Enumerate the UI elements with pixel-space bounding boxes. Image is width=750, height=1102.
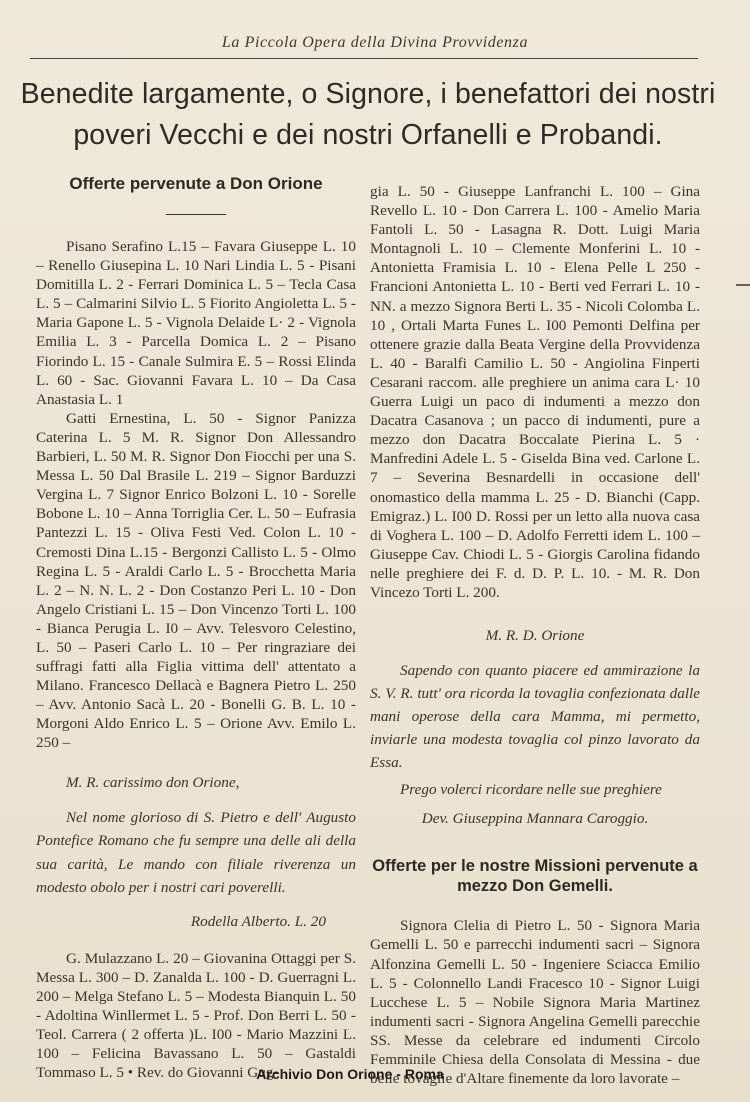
running-header: La Piccola Opera della Divina Provvidenza [221, 34, 529, 51]
left-column [36, 174, 356, 1082]
letter2-closing: Prego volerci ricordare nelle sue preghiere [400, 781, 662, 799]
page-title-line-1: Benedite largamente, o Signore, i benefattori dei nostri [20, 78, 716, 110]
donations-paragraph-2: Gatti Ernestina, L. 50 - Signor Panizza Caterina L. 5 M. R. Signor Don Allessandro Barbieri, L. 50 M. R. Signor Don Fiocchi per una S. Messa L. 50 Dal Brasile L. 219 – Signor Barduzzi Vergina L. 7 Signor Enrico Bolzoni L. 10 - Sorelle Bobone L. 10 – Anna Torriglia Cer. L. 50 – Eufrasia Pantezzi L. 15 - Oliva Festi Ved. Colon L. 10 - Cremosti Dina L.15 - Bergonzi Callisto L. 5 - Olmo Regina L. 5 - Araldi Carlo L. 5 - Brocchetta Maria L. 2 – N. N. L. 2 - Don Costanzo Peri L. 10 - Don Angelo Cristiani L. 15 – Don Vincenzo Torti L. 100 - Bianca Perugia L. I0 – Avv. Telesvoro Celestino, L. 50 – Paseri Carlo L. 10 – Per ringraziare dei suffragi fatti alla Figlia vittima dell' attentato a Milano. Francesco Dellacà e Bagnera Pietro L. 250 – Avv. Antonio Sacà L. 20 - Bonelli G. B. L. 10 - Morgoni Aldo Enrico L. 5 – Orione Avv. Emilo L. 250 – [36, 409, 356, 752]
archive-footer: Archivio Don Orione - Roma [256, 1066, 444, 1082]
page-title [18, 74, 718, 156]
letter2-salutation: M. R. D. Orione [485, 627, 585, 645]
letter-salutation: M. R. carissimo don Orione, [66, 773, 240, 791]
page-title-line-2: poveri Vecchi e dei nostri Orfanelli e Probandi. [73, 119, 663, 151]
donations-paragraph-3: G. Mulazzano L. 20 – Giovanina Ottaggi per S. Messa L. 300 – D. Zanalda L. 100 - D. Guerragni L. 200 – Melga Stefano L. 5 – Modesta Bianquin L. 50 - Adoltina Winllermet L. 5 - Prof. Don Berri L. 50 - Teol. Carrera ( 2 offerta )L. I00 - Mario Mazzini L. 100 – Felicina Bavassano L. 50 – Gastaldi Tommaso L. 5 • Rev. do Giovanni Gug- [36, 949, 356, 1082]
section-title-missioni: Offerte per le nostre Missioni pervenute a mezzo Don Gemelli. [372, 857, 698, 896]
missions-donations-paragraph: Signora Clelia di Pietro L. 50 - Signora Maria Gemelli L. 50 e parrecchi indumenti sacri – Signora Alfonzina Gemelli L. 50 - Ingeniere Sciacca Emilio L. 5 - Colonnello Landi Fracesco 10 - Signor Luigi Lucchese L. 5 – Nobile Signora Maria Martinez indumenti sacri - Signora Angelina Gemelli parecchie SS. Messe da celebrare ed indumenti Circolo Femminile Chiesa della Consolata di Messina - due belle tovaglie d'Altare finemente da loro lavorate – [370, 917, 700, 1088]
letter-body: Nel nome glorioso di S. Pietro e dell' Augusto Pontefice Romano che fu sempre una delle ali della sua carità, Le mando con filiale riverenza un modesto obolo per i nostri cari poverelli. [36, 808, 356, 897]
donations-paragraph-continued: gia L. 50 - Giuseppe Lanfranchi L. 100 – Gina Revello L. 10 - Don Carrera L. 100 - Amelio Maria Fantoli L. 50 - Lasagna R. Dott. Luigi Maria Montagnoli L. 10 – Clemente Monferini L. 10 - Antonietta Framisia L. 10 - Elena Pelle L 250 - Francioni Antonietta L. 10 - Berti ved Ferrari L. 10 - NN. a mezzo Signora Berti L. 35 - Nicoli Colomba L. 10 , Ortali Marta Funes L. I00 Pemonti Delfina per ottenere grazie dalla Beata Vergine della Provvidenza L. 40 - Baralfi Camilio L. 50 - Angiolina Finperti Cesarani raccom. alle preghiere un anima cara L· 10 Guerra Luigi un paco di indumenti a mezzo don Dacatra Casanova ; un pacco di indumenti, pure a mezzo don Dacatra Boccalate Pierina L. 5 · Manfredini Adele L. 5 - Giselda Bina ved. Carlone L. 7 – Severina Besnardelli in occasione dell' onomastico della mamma L. 25 - D. Bianchi (Capp. Emigraz.) L. I00 D. Rossi per un letto alla nuova casa di Voghera L. 100 – D. Adolfo Ferretti idem L. 100 – Giuseppe Cav. Chiodi L. 5 - Giorgis Carolina fidando nelle preghiere dei F. d. D. P. L. 10. - M. R. Don Vincezo Torti L. 200. [370, 183, 700, 601]
margin-mark [736, 284, 750, 286]
section-title-offerte: Offerte pervenute a Don Orione [69, 174, 323, 193]
letter2-signature: Dev. Giuseppina Mannara Caroggio. [421, 810, 649, 828]
letter2-body: Sapendo con quanto piacere ed ammirazione la S. V. R. tutt' ora ricorda la tovaglia confezionata dalle mani operose della cara Mamma, mi permetto, inviarle una modesta tovaglia col pinzo lavorato da Essa. [370, 662, 700, 772]
header-rule [30, 58, 698, 59]
right-column [370, 182, 700, 1088]
donations-paragraph-1: Pisano Serafino L.15 – Favara Giuseppe L. 10 – Renello Giusepina L. 10 Nari Lindia L. 5 - Pisani Domitilla L. 2 - Ferrari Dominica L. 5 – Tecla Casa L. 5 – Calmarini Silvio L. 5 Fiorito Angioletta L. 5 - Maria Gapone L. 5 - Vignola Delaide L· 2 - Vignola Emilia L. 3 - Parcella Domica L. 2 – Pisano Fiorindo L. 15 - Canale Sulmira E. 5 – Rossi Elinda L. 60 - Sac. Giovanni Favara L. 10 – Da Casa Anastasia L. 1 [36, 238, 356, 408]
section-divider [166, 214, 226, 215]
letter-signature: Rodella Alberto. L. 20 [190, 912, 326, 930]
